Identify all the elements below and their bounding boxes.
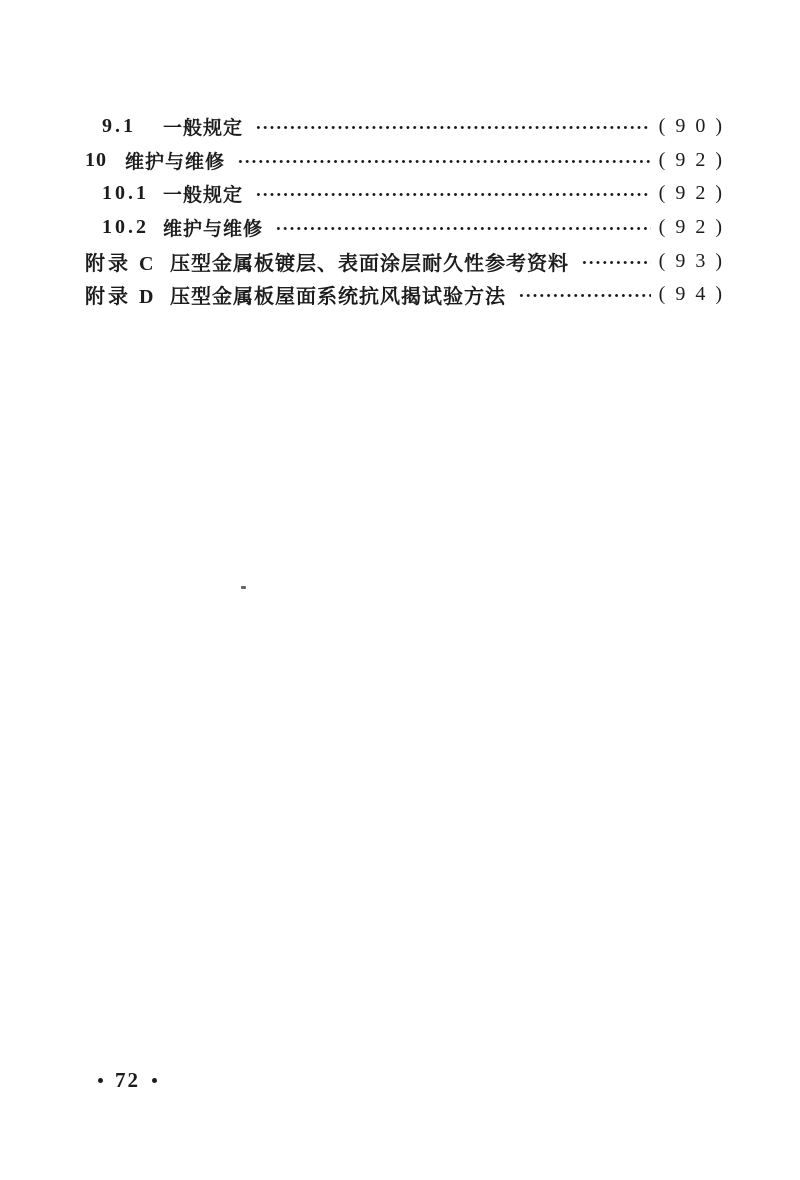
toc-entry-number: 10.2 <box>102 216 149 239</box>
toc-entry-page-number: (93) <box>658 249 732 272</box>
toc-entry-title: 压型金属板镀层、表面涂层耐久性参考资料 <box>170 252 569 275</box>
toc-entry-page-number: (92) <box>658 182 732 205</box>
toc-entry-number: 10 <box>85 148 107 171</box>
toc-entry-number: 附录 D <box>85 286 157 309</box>
footer-page-number: 72 <box>115 1067 140 1092</box>
toc-entry-number: 9.1 <box>102 115 136 138</box>
toc-entry <box>85 244 732 278</box>
scan-speck-artifact <box>241 586 246 589</box>
toc-entry <box>85 110 732 144</box>
page-footer <box>98 1066 157 1094</box>
toc-entry <box>85 211 732 245</box>
toc-entry-page-number: (92) <box>658 216 732 239</box>
dot-leader <box>255 192 651 197</box>
toc-entry-page-number: (94) <box>658 283 732 306</box>
toc-entry-number: 10.1 <box>102 182 149 205</box>
toc-entry <box>85 278 732 312</box>
dot-leader <box>237 159 651 164</box>
toc-entry-title: 一般规定 <box>163 185 244 207</box>
toc-entry-page-number: (92) <box>658 148 732 171</box>
dot-leader <box>275 226 651 231</box>
toc-entry-number: 附录 C <box>85 252 157 275</box>
toc-entry <box>85 144 732 178</box>
dot-leader <box>255 125 651 130</box>
dot-leader <box>581 260 651 265</box>
toc-entry-title: 维护与维修 <box>125 151 226 173</box>
toc-entry-page-number: (90) <box>658 115 732 138</box>
footer-dot-right <box>152 1078 157 1083</box>
toc-entry-title: 维护与维修 <box>163 219 264 241</box>
dot-leader <box>518 293 651 298</box>
footer-dot-left <box>98 1078 103 1083</box>
toc-entry <box>85 177 732 211</box>
toc-entry-title: 一般规定 <box>163 118 244 140</box>
table-of-contents <box>85 110 732 312</box>
toc-entry-title: 压型金属板屋面系统抗风揭试验方法 <box>170 286 506 309</box>
